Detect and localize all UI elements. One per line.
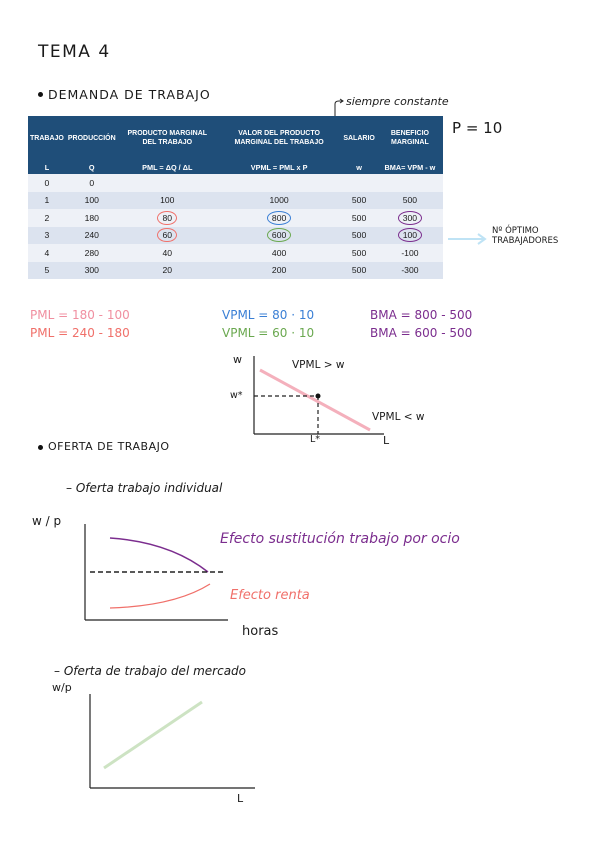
table-header: BENEFICIO MARGINAL: [377, 116, 443, 160]
circled-value: 80: [157, 211, 177, 225]
table-cell: [217, 209, 341, 227]
table-cell: -100: [377, 244, 443, 262]
effect-substitution-label: Efecto sustitución trabajo por ocio: [220, 531, 460, 547]
graph3-x-label: L: [237, 792, 244, 805]
calc-pml-1: PML = 180 - 100: [30, 308, 130, 322]
table-cell: [341, 174, 377, 192]
table-cell: 1000: [217, 192, 341, 210]
table-cell: 200: [217, 262, 341, 280]
graph2-x-label: horas: [242, 624, 279, 639]
table-cell: [118, 174, 217, 192]
table-cell: 500: [377, 192, 443, 210]
table-cell: [217, 227, 341, 245]
table-cell: 40: [118, 244, 217, 262]
table-cell: 0: [28, 174, 66, 192]
table-cell: 400: [217, 244, 341, 262]
circled-value: 300: [398, 211, 422, 225]
table-cell: 3: [28, 227, 66, 245]
circled-value: 100: [398, 228, 422, 242]
table-cell: 100: [66, 192, 118, 210]
table-cell: 500: [341, 192, 377, 210]
optimo-note-line1: Nº ÓPTIMO: [492, 226, 539, 236]
graph1-upper-label: VPML > w: [292, 359, 345, 371]
graph1-lower-label: VPML < w: [372, 411, 425, 423]
circled-value: 600: [267, 228, 291, 242]
table-cell: 300: [66, 262, 118, 280]
table-subheader: PML = ΔQ / ΔL: [118, 160, 217, 174]
table-cell: 180: [66, 209, 118, 227]
graph3-y-label: w/p: [52, 681, 72, 694]
subheading-market: – Oferta de trabajo del mercado: [54, 664, 247, 678]
table-header: PRODUCCIÓN: [66, 116, 118, 160]
circled-value: 800: [267, 211, 291, 225]
table-header: SALARIO: [341, 116, 377, 160]
table-cell: [118, 227, 217, 245]
calc-bma-1: BMA = 800 - 500: [370, 308, 473, 322]
table-row: [28, 244, 443, 262]
table-cell: [377, 227, 443, 245]
graph1-xstar: L*: [310, 434, 321, 445]
table-cell: 500: [341, 244, 377, 262]
table-cell: 100: [118, 192, 217, 210]
table-cell: 5: [28, 262, 66, 280]
table-cell: [118, 209, 217, 227]
table-subheader: L: [28, 160, 66, 174]
price-note: P = 10: [452, 119, 503, 137]
table-cell: 240: [66, 227, 118, 245]
table-cell: 500: [341, 227, 377, 245]
calc-bma-2: BMA = 600 - 500: [370, 326, 473, 340]
calc-vpml-1: VPML = 80 · 10: [222, 308, 315, 322]
section-heading-oferta: OFERTA DE TRABAJO: [48, 440, 170, 453]
section-heading-demanda: DEMANDA DE TRABAJO: [48, 87, 211, 102]
bullet-icon: [38, 445, 43, 450]
table-row: [28, 174, 443, 192]
graph2-y-label: w / p: [32, 514, 62, 528]
subheading-individual: – Oferta trabajo individual: [66, 481, 223, 495]
table-row: [28, 227, 443, 245]
table-subheader: BMA= VPM - w: [377, 160, 443, 174]
table-cell: 4: [28, 244, 66, 262]
graph1-ystar: w*: [230, 390, 243, 401]
table-subheader: w: [341, 160, 377, 174]
effect-income-label: Efecto renta: [230, 588, 310, 603]
table-row: [28, 262, 443, 280]
table-subheader: VPML = PML x P: [217, 160, 341, 174]
bullet-icon: [38, 92, 43, 97]
page-title: TEMA 4: [38, 42, 111, 62]
table-cell: 500: [341, 209, 377, 227]
table-cell: 2: [28, 209, 66, 227]
table-cell: [217, 174, 341, 192]
calc-pml-2: PML = 240 - 180: [30, 326, 130, 340]
individual-supply-graph: [60, 520, 230, 630]
graph1-x-label: L: [383, 434, 390, 447]
calc-vpml-2: VPML = 60 · 10: [222, 326, 315, 340]
right-arrow-icon: [446, 232, 488, 246]
table-cell: [377, 209, 443, 227]
market-supply-graph: [80, 690, 260, 800]
table-header: PRODUCTO MARGINAL DEL TRABAJO: [118, 116, 217, 160]
table-row: [28, 192, 443, 210]
table-cell: 500: [341, 262, 377, 280]
table-cell: 280: [66, 244, 118, 262]
table-subheader: Q: [66, 160, 118, 174]
table-cell: -300: [377, 262, 443, 280]
labor-demand-table: [28, 116, 443, 279]
optimo-note-line2: TRABAJADORES: [492, 236, 559, 246]
table-header: VALOR DEL PRODUCTO MARGINAL DEL TRABAJO: [217, 116, 341, 160]
table-cell: 1: [28, 192, 66, 210]
table-cell: 20: [118, 262, 217, 280]
table-cell: 0: [66, 174, 118, 192]
circled-value: 60: [157, 228, 177, 242]
note-constant: siempre constante: [346, 95, 449, 108]
graph1-y-label: w: [233, 353, 242, 366]
table-row: [28, 209, 443, 227]
table-header: TRABAJO: [28, 116, 66, 160]
table-cell: [377, 174, 443, 192]
